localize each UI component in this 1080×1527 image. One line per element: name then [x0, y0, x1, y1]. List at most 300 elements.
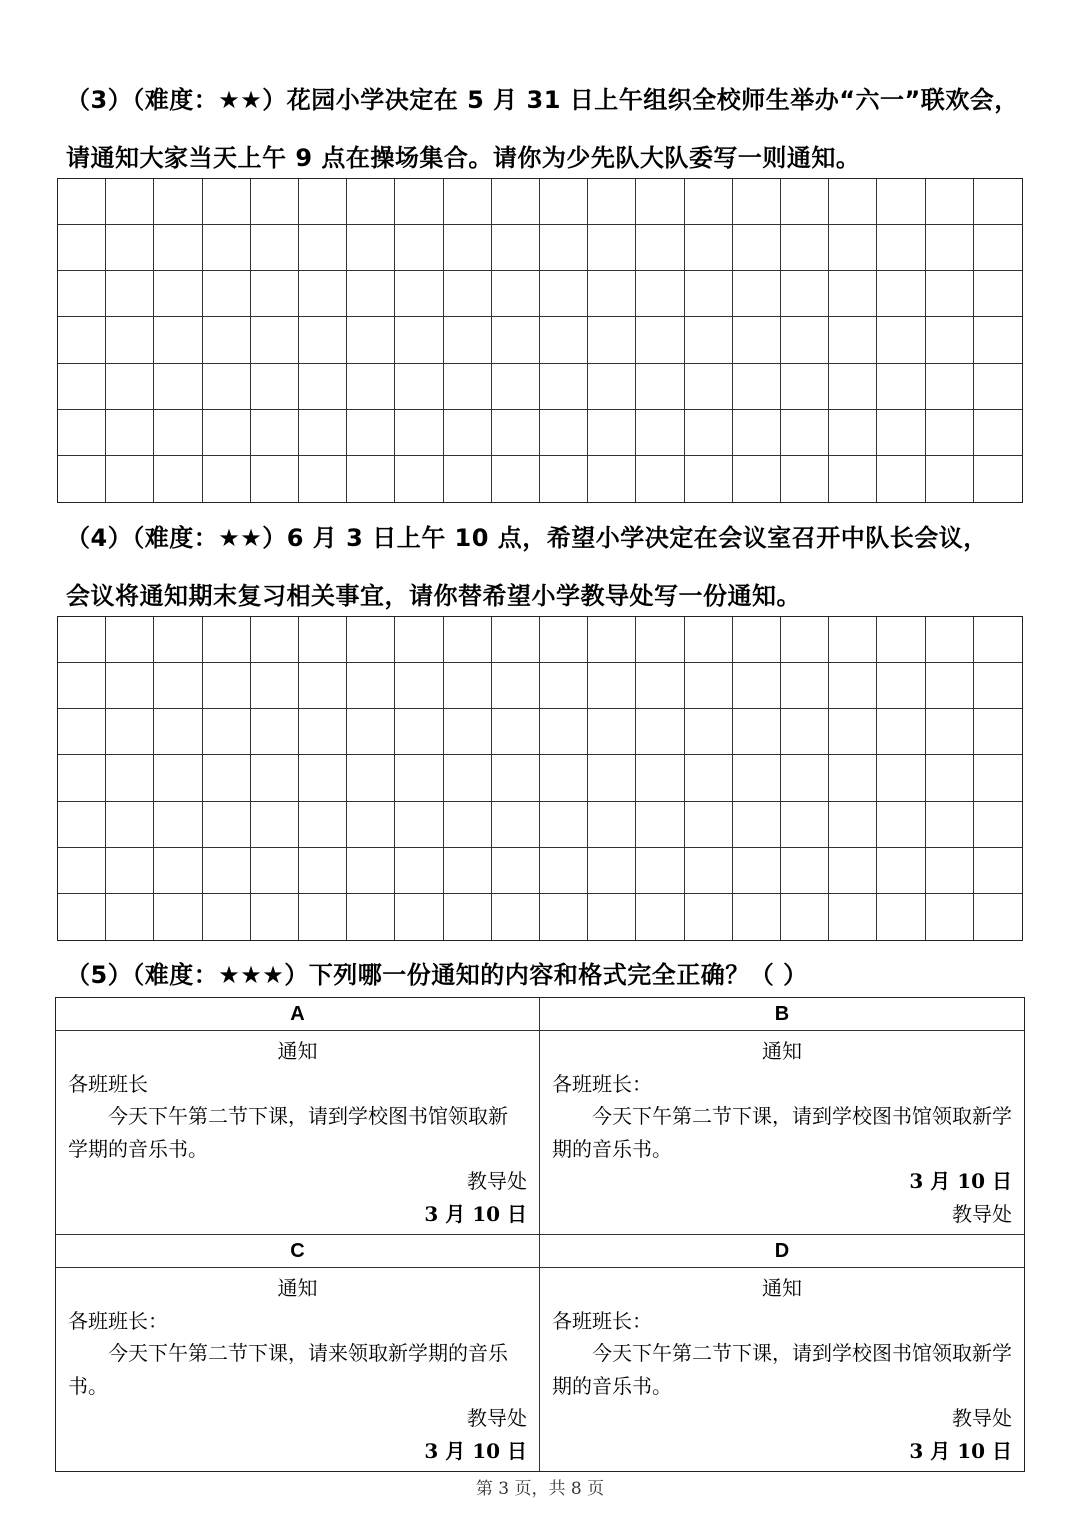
grid-cell[interactable]: [540, 663, 588, 709]
grid-cell[interactable]: [540, 709, 588, 755]
grid-cell[interactable]: [636, 617, 684, 663]
grid-cell[interactable]: [203, 364, 251, 410]
grid-cell[interactable]: [395, 709, 443, 755]
grid-cell[interactable]: [154, 364, 202, 410]
option-a-label: A: [56, 998, 539, 1031]
grid-cell[interactable]: [733, 755, 781, 801]
grid-cell[interactable]: [588, 848, 636, 894]
grid-cell[interactable]: [829, 271, 877, 317]
grid-cell[interactable]: [395, 894, 443, 940]
grid-cell[interactable]: [829, 802, 877, 848]
grid-cell[interactable]: [636, 848, 684, 894]
grid-cell[interactable]: [685, 456, 733, 502]
grid-cell[interactable]: [154, 317, 202, 363]
option-c-title: 通知: [277, 1276, 318, 1300]
grid-cell[interactable]: [540, 848, 588, 894]
grid-cell[interactable]: [781, 617, 829, 663]
grid-cell[interactable]: [685, 663, 733, 709]
grid-cell[interactable]: [347, 663, 395, 709]
grid-cell[interactable]: [58, 617, 106, 663]
grid-cell[interactable]: [540, 802, 588, 848]
grid-cell[interactable]: [733, 848, 781, 894]
grid-cell[interactable]: [203, 755, 251, 801]
grid-cell[interactable]: [926, 894, 974, 940]
grid-cell[interactable]: [299, 225, 347, 271]
grid-cell[interactable]: [588, 755, 636, 801]
grid-cell[interactable]: [395, 456, 443, 502]
grid-cell[interactable]: [588, 894, 636, 940]
grid-cell[interactable]: [347, 179, 395, 225]
grid-cell[interactable]: [492, 271, 540, 317]
grid-cell[interactable]: [395, 848, 443, 894]
grid-cell[interactable]: [636, 179, 684, 225]
grid-cell[interactable]: [781, 663, 829, 709]
option-a[interactable]: [56, 998, 540, 1235]
grid-cell[interactable]: [203, 317, 251, 363]
grid-cell[interactable]: [395, 755, 443, 801]
grid-cell[interactable]: [492, 617, 540, 663]
grid-cell[interactable]: [347, 894, 395, 940]
grid-cell[interactable]: [974, 271, 1022, 317]
grid-cell[interactable]: [58, 225, 106, 271]
grid-cell[interactable]: [395, 317, 443, 363]
grid-cell[interactable]: [588, 179, 636, 225]
grid-cell[interactable]: [299, 364, 347, 410]
option-c-date: 3 月 10 日: [424, 1438, 527, 1463]
grid-cell[interactable]: [395, 364, 443, 410]
option-a-date: 3 月 10 日: [424, 1201, 527, 1226]
grid-cell[interactable]: [974, 317, 1022, 363]
grid-cell[interactable]: [926, 663, 974, 709]
grid-cell[interactable]: [829, 456, 877, 502]
grid-cell[interactable]: [974, 755, 1022, 801]
grid-cell[interactable]: [588, 663, 636, 709]
grid-cell[interactable]: [203, 271, 251, 317]
grid-cell[interactable]: [251, 755, 299, 801]
grid-cell[interactable]: [926, 802, 974, 848]
grid-cell[interactable]: [974, 456, 1022, 502]
grid-cell[interactable]: [154, 848, 202, 894]
grid-cell[interactable]: [685, 709, 733, 755]
grid-cell[interactable]: [154, 179, 202, 225]
option-a-body: 今天下午第二节下课，请到学校图书馆领取新学期的音乐书。: [68, 1104, 508, 1161]
grid-cell[interactable]: [685, 755, 733, 801]
grid-cell[interactable]: [926, 410, 974, 456]
grid-cell[interactable]: [203, 179, 251, 225]
grid-cell[interactable]: [877, 802, 925, 848]
grid-cell[interactable]: [251, 802, 299, 848]
grid-cell[interactable]: [974, 225, 1022, 271]
grid-cell[interactable]: [926, 755, 974, 801]
grid-cell[interactable]: [106, 848, 154, 894]
grid-cell[interactable]: [58, 802, 106, 848]
grid-cell[interactable]: [444, 317, 492, 363]
grid-cell[interactable]: [781, 894, 829, 940]
grid-cell[interactable]: [733, 663, 781, 709]
grid-cell[interactable]: [299, 271, 347, 317]
grid-cell[interactable]: [251, 456, 299, 502]
grid-cell[interactable]: [106, 617, 154, 663]
grid-cell[interactable]: [636, 225, 684, 271]
grid-cell[interactable]: [733, 410, 781, 456]
grid-cell[interactable]: [492, 179, 540, 225]
option-c[interactable]: [56, 1235, 540, 1471]
grid-cell[interactable]: [733, 225, 781, 271]
grid-cell[interactable]: [974, 848, 1022, 894]
grid-cell[interactable]: [588, 709, 636, 755]
grid-cell[interactable]: [444, 663, 492, 709]
grid-cell[interactable]: [926, 225, 974, 271]
grid-cell[interactable]: [588, 317, 636, 363]
grid-cell[interactable]: [877, 617, 925, 663]
option-d[interactable]: [540, 1235, 1024, 1471]
grid-cell[interactable]: [444, 271, 492, 317]
grid-cell[interactable]: [444, 225, 492, 271]
grid-cell[interactable]: [203, 410, 251, 456]
grid-cell[interactable]: [636, 709, 684, 755]
grid-cell[interactable]: [588, 456, 636, 502]
grid-cell[interactable]: [588, 802, 636, 848]
grid-cell[interactable]: [829, 755, 877, 801]
grid-cell[interactable]: [540, 364, 588, 410]
grid-cell[interactable]: [781, 802, 829, 848]
grid-cell[interactable]: [251, 179, 299, 225]
grid-cell[interactable]: [58, 894, 106, 940]
grid-cell[interactable]: [877, 225, 925, 271]
grid-cell[interactable]: [395, 410, 443, 456]
grid-cell[interactable]: [203, 456, 251, 502]
grid-cell[interactable]: [540, 179, 588, 225]
grid-cell[interactable]: [540, 410, 588, 456]
grid-cell[interactable]: [444, 894, 492, 940]
grid-cell[interactable]: [492, 317, 540, 363]
option-a-title: 通知: [277, 1039, 318, 1063]
grid-cell[interactable]: [58, 848, 106, 894]
grid-cell[interactable]: [829, 848, 877, 894]
grid-cell[interactable]: [444, 456, 492, 502]
grid-cell[interactable]: [203, 617, 251, 663]
grid-cell[interactable]: [636, 456, 684, 502]
grid-cell[interactable]: [347, 456, 395, 502]
grid-cell[interactable]: [106, 663, 154, 709]
grid-cell[interactable]: [685, 848, 733, 894]
grid-cell[interactable]: [347, 848, 395, 894]
grid-cell[interactable]: [685, 271, 733, 317]
grid-cell[interactable]: [829, 410, 877, 456]
grid-cell[interactable]: [395, 802, 443, 848]
grid-cell[interactable]: [685, 364, 733, 410]
grid-cell[interactable]: [106, 802, 154, 848]
grid-cell[interactable]: [926, 709, 974, 755]
grid-cell[interactable]: [395, 663, 443, 709]
grid-cell[interactable]: [299, 179, 347, 225]
grid-cell[interactable]: [444, 179, 492, 225]
grid-cell[interactable]: [636, 410, 684, 456]
grid-cell[interactable]: [492, 456, 540, 502]
grid-cell[interactable]: [106, 709, 154, 755]
option-b-title: 通知: [762, 1039, 802, 1063]
grid-cell[interactable]: [685, 179, 733, 225]
grid-cell[interactable]: [492, 364, 540, 410]
grid-cell[interactable]: [877, 271, 925, 317]
grid-cell[interactable]: [444, 709, 492, 755]
grid-cell[interactable]: [926, 456, 974, 502]
grid-cell[interactable]: [58, 663, 106, 709]
grid-cell[interactable]: [347, 364, 395, 410]
grid-cell[interactable]: [685, 894, 733, 940]
grid-cell[interactable]: [877, 755, 925, 801]
grid-cell[interactable]: [974, 802, 1022, 848]
grid-cell[interactable]: [733, 364, 781, 410]
grid-cell[interactable]: [829, 894, 877, 940]
grid-cell[interactable]: [299, 663, 347, 709]
grid-cell[interactable]: [926, 848, 974, 894]
grid-cell[interactable]: [636, 894, 684, 940]
grid-cell[interactable]: [781, 317, 829, 363]
grid-cell[interactable]: [974, 179, 1022, 225]
grid-cell[interactable]: [58, 364, 106, 410]
grid-cell[interactable]: [106, 271, 154, 317]
grid-cell[interactable]: [733, 271, 781, 317]
grid-cell[interactable]: [154, 456, 202, 502]
option-c-signature: 教导处: [467, 1406, 527, 1430]
grid-cell[interactable]: [154, 271, 202, 317]
grid-cell[interactable]: [444, 364, 492, 410]
grid-cell[interactable]: [203, 663, 251, 709]
grid-cell[interactable]: [781, 179, 829, 225]
grid-cell[interactable]: [444, 802, 492, 848]
grid-cell[interactable]: [733, 317, 781, 363]
grid-cell[interactable]: [154, 709, 202, 755]
grid-cell[interactable]: [733, 709, 781, 755]
grid-cell[interactable]: [877, 179, 925, 225]
grid-cell[interactable]: [251, 271, 299, 317]
grid-cell[interactable]: [347, 271, 395, 317]
grid-cell[interactable]: [347, 225, 395, 271]
grid-cell[interactable]: [251, 709, 299, 755]
grid-cell[interactable]: [251, 317, 299, 363]
grid-cell[interactable]: [540, 617, 588, 663]
writing-grid-q3[interactable]: [57, 178, 1023, 503]
grid-cell[interactable]: [877, 456, 925, 502]
grid-cell[interactable]: [106, 179, 154, 225]
grid-cell[interactable]: [299, 709, 347, 755]
grid-cell[interactable]: [58, 755, 106, 801]
grid-cell[interactable]: [829, 225, 877, 271]
grid-cell[interactable]: [444, 410, 492, 456]
grid-cell[interactable]: [347, 755, 395, 801]
grid-cell[interactable]: [492, 802, 540, 848]
grid-cell[interactable]: [781, 225, 829, 271]
grid-cell[interactable]: [154, 802, 202, 848]
grid-cell[interactable]: [106, 410, 154, 456]
grid-cell[interactable]: [733, 802, 781, 848]
grid-cell[interactable]: [926, 617, 974, 663]
grid-cell[interactable]: [395, 225, 443, 271]
grid-cell[interactable]: [492, 848, 540, 894]
grid-cell[interactable]: [974, 364, 1022, 410]
grid-cell[interactable]: [877, 663, 925, 709]
grid-cell[interactable]: [444, 617, 492, 663]
grid-cell[interactable]: [106, 755, 154, 801]
grid-cell[interactable]: [299, 317, 347, 363]
grid-cell[interactable]: [540, 755, 588, 801]
grid-cell[interactable]: [636, 663, 684, 709]
grid-cell[interactable]: [299, 617, 347, 663]
grid-cell[interactable]: [974, 709, 1022, 755]
grid-cell[interactable]: [733, 894, 781, 940]
grid-cell[interactable]: [154, 617, 202, 663]
grid-cell[interactable]: [636, 271, 684, 317]
grid-cell[interactable]: [154, 225, 202, 271]
grid-cell[interactable]: [58, 709, 106, 755]
grid-cell[interactable]: [58, 410, 106, 456]
option-b[interactable]: [540, 998, 1024, 1235]
grid-cell[interactable]: [395, 617, 443, 663]
grid-cell[interactable]: [395, 179, 443, 225]
grid-cell[interactable]: [877, 894, 925, 940]
grid-cell[interactable]: [395, 271, 443, 317]
grid-cell[interactable]: [106, 364, 154, 410]
grid-cell[interactable]: [974, 410, 1022, 456]
grid-cell[interactable]: [974, 663, 1022, 709]
grid-cell[interactable]: [781, 755, 829, 801]
grid-cell[interactable]: [733, 617, 781, 663]
grid-cell[interactable]: [588, 410, 636, 456]
grid-cell[interactable]: [444, 755, 492, 801]
grid-cell[interactable]: [829, 663, 877, 709]
grid-cell[interactable]: [106, 456, 154, 502]
grid-cell[interactable]: [251, 848, 299, 894]
grid-cell[interactable]: [781, 364, 829, 410]
grid-cell[interactable]: [492, 755, 540, 801]
grid-cell[interactable]: [974, 894, 1022, 940]
grid-cell[interactable]: [444, 848, 492, 894]
grid-cell[interactable]: [106, 894, 154, 940]
grid-cell[interactable]: [251, 364, 299, 410]
grid-cell[interactable]: [492, 709, 540, 755]
grid-cell[interactable]: [492, 225, 540, 271]
grid-cell[interactable]: [251, 617, 299, 663]
grid-cell[interactable]: [203, 894, 251, 940]
grid-cell[interactable]: [299, 848, 347, 894]
grid-cell[interactable]: [106, 225, 154, 271]
grid-cell[interactable]: [203, 802, 251, 848]
grid-cell[interactable]: [154, 410, 202, 456]
grid-cell[interactable]: [540, 894, 588, 940]
grid-cell[interactable]: [926, 271, 974, 317]
grid-cell[interactable]: [781, 410, 829, 456]
grid-cell[interactable]: [58, 179, 106, 225]
grid-cell[interactable]: [154, 663, 202, 709]
grid-cell[interactable]: [877, 848, 925, 894]
grid-cell[interactable]: [829, 364, 877, 410]
grid-cell[interactable]: [492, 663, 540, 709]
grid-cell[interactable]: [540, 271, 588, 317]
grid-cell[interactable]: [347, 317, 395, 363]
grid-cell[interactable]: [251, 894, 299, 940]
grid-cell[interactable]: [347, 410, 395, 456]
grid-cell[interactable]: [781, 456, 829, 502]
grid-cell[interactable]: [781, 709, 829, 755]
q3-line2: 请通知大家当天上午 9 点在操场集合。请你为少先队大队委写一则通知。: [66, 144, 861, 172]
grid-cell[interactable]: [203, 848, 251, 894]
q4-line1: （4）（难度：★★）6 月 3 日上午 10 点，希望小学决定在会议室召开中队长会议，: [66, 524, 988, 552]
grid-cell[interactable]: [685, 410, 733, 456]
option-d-date: 3 月 10 日: [909, 1438, 1012, 1463]
grid-cell[interactable]: [829, 617, 877, 663]
grid-cell[interactable]: [636, 755, 684, 801]
grid-cell[interactable]: [829, 179, 877, 225]
grid-cell[interactable]: [588, 271, 636, 317]
grid-cell[interactable]: [588, 225, 636, 271]
grid-cell[interactable]: [299, 755, 347, 801]
grid-cell[interactable]: [58, 456, 106, 502]
writing-grid-q4[interactable]: [57, 616, 1023, 941]
grid-cell[interactable]: [926, 364, 974, 410]
grid-cell[interactable]: [492, 410, 540, 456]
grid-cell[interactable]: [299, 410, 347, 456]
grid-cell[interactable]: [154, 755, 202, 801]
grid-cell[interactable]: [58, 317, 106, 363]
grid-cell[interactable]: [636, 317, 684, 363]
grid-cell[interactable]: [974, 617, 1022, 663]
grid-cell[interactable]: [733, 456, 781, 502]
grid-cell[interactable]: [347, 617, 395, 663]
grid-cell[interactable]: [347, 802, 395, 848]
grid-cell[interactable]: [685, 802, 733, 848]
grid-cell[interactable]: [540, 225, 588, 271]
grid-cell[interactable]: [877, 709, 925, 755]
grid-cell[interactable]: [636, 802, 684, 848]
grid-cell[interactable]: [877, 317, 925, 363]
grid-cell[interactable]: [540, 456, 588, 502]
grid-cell[interactable]: [203, 225, 251, 271]
grid-cell[interactable]: [251, 225, 299, 271]
grid-cell[interactable]: [733, 179, 781, 225]
grid-cell[interactable]: [877, 410, 925, 456]
grid-cell[interactable]: [781, 271, 829, 317]
grid-cell[interactable]: [58, 271, 106, 317]
option-b-label: B: [540, 998, 1024, 1031]
grid-cell[interactable]: [251, 663, 299, 709]
grid-cell[interactable]: [926, 179, 974, 225]
grid-cell[interactable]: [203, 709, 251, 755]
grid-cell[interactable]: [829, 317, 877, 363]
grid-cell[interactable]: [299, 802, 347, 848]
grid-cell[interactable]: [636, 364, 684, 410]
grid-cell[interactable]: [251, 410, 299, 456]
grid-cell[interactable]: [492, 894, 540, 940]
grid-cell[interactable]: [877, 364, 925, 410]
grid-cell[interactable]: [926, 317, 974, 363]
grid-cell[interactable]: [685, 617, 733, 663]
grid-cell[interactable]: [685, 225, 733, 271]
grid-cell[interactable]: [106, 317, 154, 363]
options-table: [55, 997, 1025, 1472]
option-c-greeting: 各班班长：: [68, 1308, 168, 1333]
grid-cell[interactable]: [829, 709, 877, 755]
grid-cell[interactable]: [347, 709, 395, 755]
grid-cell[interactable]: [299, 456, 347, 502]
grid-cell[interactable]: [540, 317, 588, 363]
grid-cell[interactable]: [154, 894, 202, 940]
grid-cell[interactable]: [781, 848, 829, 894]
grid-cell[interactable]: [588, 617, 636, 663]
grid-cell[interactable]: [685, 317, 733, 363]
grid-cell[interactable]: [299, 894, 347, 940]
grid-cell[interactable]: [588, 364, 636, 410]
